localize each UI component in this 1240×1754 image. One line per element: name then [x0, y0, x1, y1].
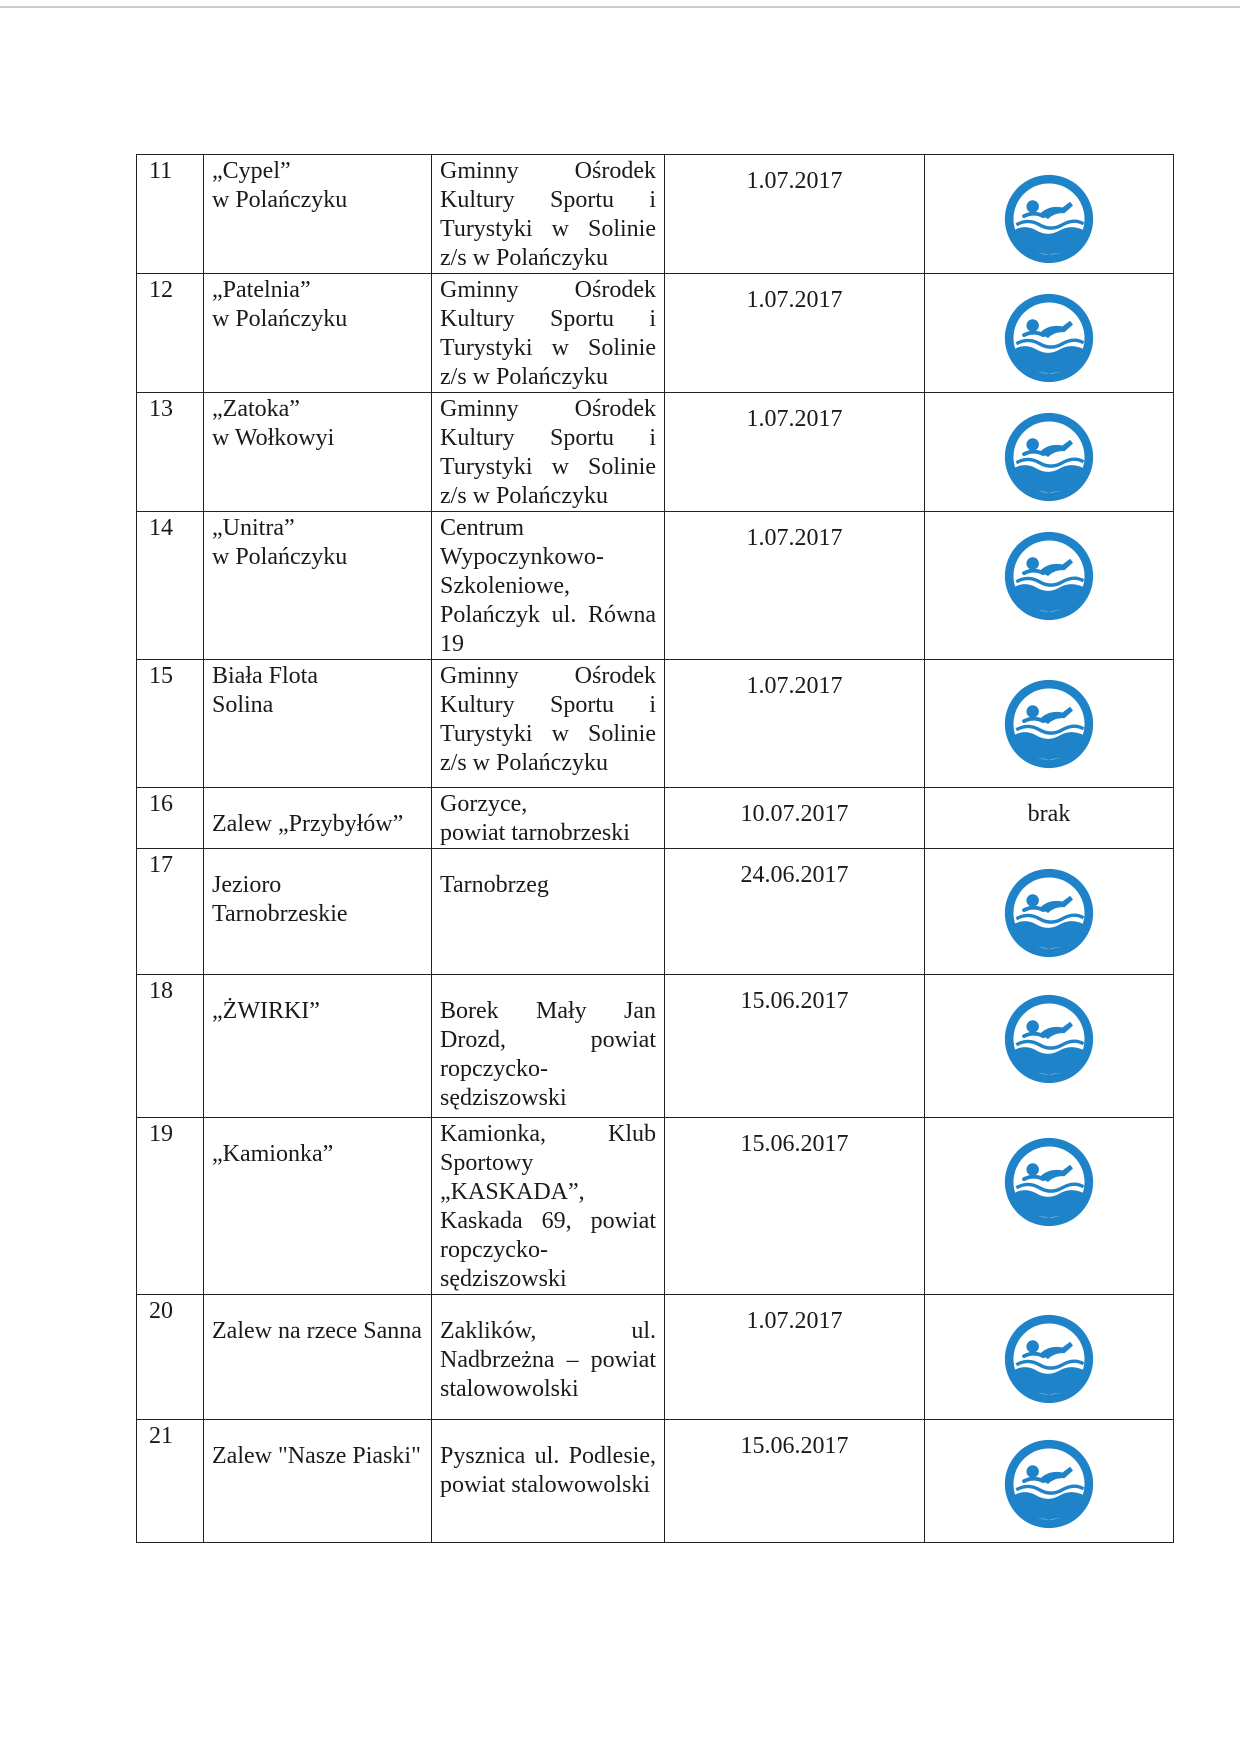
site-name-cell — [204, 274, 432, 393]
season-start-cell — [665, 1420, 925, 1543]
season-start-date: 24.06.2017 — [740, 862, 849, 888]
status-cell — [925, 155, 1174, 274]
organizer-cell — [432, 849, 665, 975]
season-start-date: 1.07.2017 — [746, 168, 843, 194]
status-cell — [925, 1118, 1174, 1295]
icon-wrap — [1001, 409, 1097, 505]
icon-wrap — [1001, 528, 1097, 624]
row-number: 16 — [149, 791, 173, 817]
icon-wrap — [1001, 290, 1097, 386]
season-start-cell — [665, 849, 925, 975]
row-number: 13 — [149, 396, 173, 422]
organizer: Kamionka, Klub Sportowy „KASKADA”, Kaskada 69, powiat ropczycko-sędziszowski — [440, 1121, 656, 1292]
site-name: „ŻWIRKI” — [212, 998, 320, 1024]
site-name-cell — [204, 975, 432, 1118]
site-name: „Zatoka” w Wołkowyi — [212, 396, 335, 451]
organizer-cell — [432, 1295, 665, 1420]
season-start-cell — [665, 274, 925, 393]
row-number: 14 — [149, 515, 173, 541]
season-start-date: 15.06.2017 — [740, 1433, 849, 1459]
status-cell — [925, 1420, 1174, 1543]
table-row — [137, 660, 1174, 788]
season-start-date: 1.07.2017 — [746, 673, 843, 699]
icon-wrap — [1001, 171, 1097, 267]
season-start-date: 15.06.2017 — [740, 1131, 849, 1157]
table-row — [137, 512, 1174, 660]
status-cell — [925, 788, 1174, 849]
site-name-cell — [204, 849, 432, 975]
organizer: Borek Mały Jan Drozd, powiat ropczycko-sędziszowski — [440, 998, 656, 1111]
row-number: 15 — [149, 663, 173, 689]
site-name: Biała Flota Solina — [212, 663, 318, 718]
site-name-cell — [204, 1420, 432, 1543]
site-name-cell — [204, 788, 432, 849]
row-number-cell — [137, 512, 204, 660]
season-start-date: 1.07.2017 — [746, 406, 843, 432]
row-number: 19 — [149, 1121, 173, 1147]
table-body — [137, 155, 1174, 1543]
site-name-cell — [204, 512, 432, 660]
swimming-allowed-icon — [1001, 1436, 1097, 1532]
organizer-cell — [432, 1420, 665, 1543]
organizer: Gminny Ośrodek Kultury Sportu i Turystyki w Solinie z/s w Polańczyku — [440, 663, 656, 776]
row-number-cell — [137, 274, 204, 393]
season-start-cell — [665, 788, 925, 849]
organizer-cell — [432, 512, 665, 660]
row-number: 17 — [149, 852, 173, 878]
organizer-cell — [432, 393, 665, 512]
table-row — [137, 274, 1174, 393]
season-start-cell — [665, 155, 925, 274]
organizer-cell — [432, 788, 665, 849]
organizer: Pysznica ul. Podlesie, powiat stalowowolski — [440, 1443, 656, 1498]
table-row — [137, 155, 1174, 274]
table-row — [137, 1420, 1174, 1543]
organizer: Gminny Ośrodek Kultury Sportu i Turystyki w Solinie z/s w Polańczyku — [440, 277, 656, 390]
season-start-cell — [665, 393, 925, 512]
swimming-allowed-icon — [1001, 1134, 1097, 1230]
organizer-cell — [432, 975, 665, 1118]
row-number-cell — [137, 660, 204, 788]
icon-wrap — [1001, 676, 1097, 772]
season-start-cell — [665, 1295, 925, 1420]
season-start-cell — [665, 660, 925, 788]
swimming-allowed-icon — [1001, 171, 1097, 267]
row-number-cell — [137, 975, 204, 1118]
table-row — [137, 849, 1174, 975]
season-start-cell — [665, 512, 925, 660]
status-cell — [925, 274, 1174, 393]
site-name: Zalew "Nasze Piaski" — [212, 1443, 421, 1469]
site-name-cell — [204, 155, 432, 274]
icon-wrap — [1001, 1436, 1097, 1532]
icon-wrap — [1001, 991, 1097, 1087]
icon-wrap — [1001, 1134, 1097, 1230]
site-name-cell — [204, 1295, 432, 1420]
organizer: Gorzyce, powiat tarnobrzeski — [440, 791, 630, 846]
swimming-allowed-icon — [1001, 1311, 1097, 1407]
row-number-cell — [137, 788, 204, 849]
site-name-cell — [204, 660, 432, 788]
swimming-allowed-icon — [1001, 528, 1097, 624]
site-name: Jezioro Tarnobrzeskie — [212, 872, 348, 927]
row-number-cell — [137, 393, 204, 512]
row-number-cell — [137, 849, 204, 975]
table-row — [137, 975, 1174, 1118]
row-number: 20 — [149, 1298, 173, 1324]
site-name-cell — [204, 1118, 432, 1295]
row-number-cell — [137, 155, 204, 274]
status-text: brak — [1027, 801, 1071, 827]
site-name: „Unitra” w Polańczyku — [212, 515, 348, 570]
site-name: „Cypel” w Polańczyku — [212, 158, 348, 213]
swimming-allowed-icon — [1001, 409, 1097, 505]
site-name-cell — [204, 393, 432, 512]
status-cell — [925, 975, 1174, 1118]
site-name: Zalew na rzece Sanna — [212, 1318, 422, 1344]
organizer-cell — [432, 155, 665, 274]
swimming-allowed-icon — [1001, 991, 1097, 1087]
site-name: „Kamionka” — [212, 1141, 334, 1167]
organizer: Gminny Ośrodek Kultury Sportu i Turystyki w Solinie z/s w Polańczyku — [440, 396, 656, 509]
bathing-sites-table — [136, 154, 1174, 1543]
season-start-cell — [665, 1118, 925, 1295]
table-row — [137, 1295, 1174, 1420]
page-top-rule — [0, 6, 1240, 8]
row-number-cell — [137, 1295, 204, 1420]
row-number: 11 — [149, 158, 173, 184]
organizer: Zaklików, ul. Nadbrzeżna – powiat stalowowolski — [440, 1318, 656, 1402]
organizer-cell — [432, 1118, 665, 1295]
status-cell — [925, 660, 1174, 788]
row-number: 21 — [149, 1423, 173, 1449]
row-number: 18 — [149, 978, 173, 1004]
row-number-cell — [137, 1420, 204, 1543]
season-start-cell — [665, 975, 925, 1118]
swimming-allowed-icon — [1001, 865, 1097, 961]
organizer: Tarnobrzeg — [440, 872, 549, 898]
site-name: Zalew „Przybyłów” — [212, 811, 404, 837]
season-start-date: 1.07.2017 — [746, 1308, 843, 1334]
status-cell — [925, 512, 1174, 660]
status-cell — [925, 1295, 1174, 1420]
icon-wrap — [1001, 1311, 1097, 1407]
season-start-date: 10.07.2017 — [740, 801, 849, 827]
site-name: „Patelnia” w Polańczyku — [212, 277, 348, 332]
organizer-cell — [432, 660, 665, 788]
season-start-date: 15.06.2017 — [740, 988, 849, 1014]
row-number: 12 — [149, 277, 173, 303]
swimming-allowed-icon — [1001, 676, 1097, 772]
organizer: Gminny Ośrodek Kultury Sportu i Turystyki w Solinie z/s w Polańczyku — [440, 158, 656, 271]
icon-wrap — [1001, 865, 1097, 961]
season-start-date: 1.07.2017 — [746, 525, 843, 551]
swimming-allowed-icon — [1001, 290, 1097, 386]
organizer-cell — [432, 274, 665, 393]
status-cell — [925, 849, 1174, 975]
table-row — [137, 1118, 1174, 1295]
row-number-cell — [137, 1118, 204, 1295]
status-cell — [925, 393, 1174, 512]
season-start-date: 1.07.2017 — [746, 287, 843, 313]
organizer: Centrum Wypoczynkowo-Szkoleniowe, Polańczyk ul. Równa 19 — [440, 515, 656, 657]
table-row — [137, 393, 1174, 512]
table-row — [137, 788, 1174, 849]
